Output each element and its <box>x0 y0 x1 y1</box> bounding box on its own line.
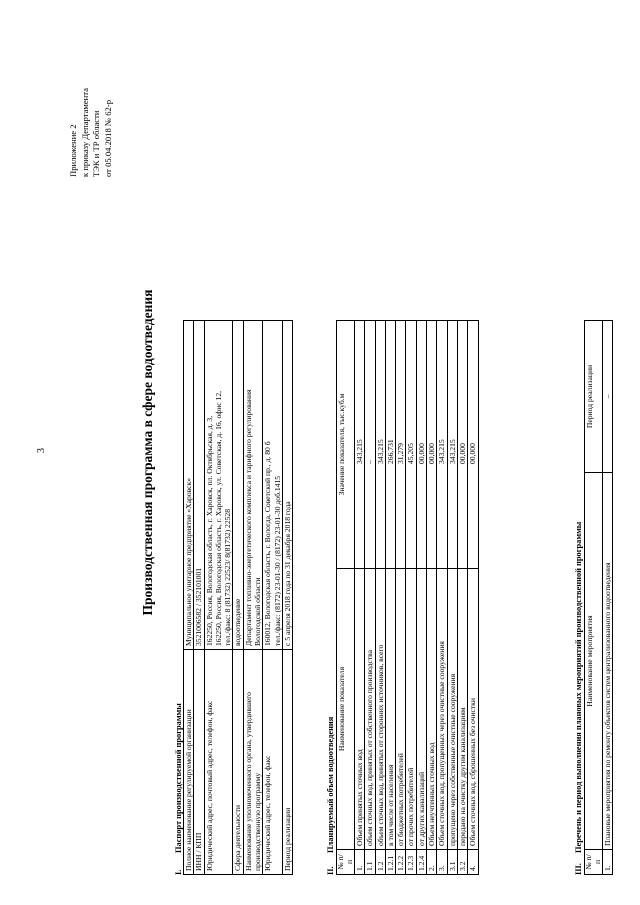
column-header: Период реализации <box>585 321 603 473</box>
table-row: Полное наименование регулируемой организации Муниципальное унитарное предприятие «Харовск» <box>184 321 194 875</box>
appendix-line: Приложение 2 <box>68 124 78 177</box>
table-row: 1.2 объем сточных вод, принятых от сторонних источников, всего 343,215 <box>375 321 385 875</box>
activities-table <box>584 320 613 875</box>
table-row: 2. Объем неучтенных сточных вод 00,000 <box>427 321 437 875</box>
table-row: 3.1 пропущено через собственные очистные сооружения 343,215 <box>447 321 457 875</box>
section-3-heading: III.Перечень и период выполнения плановых мероприятий производственной программы <box>574 521 583 875</box>
appendix-line: к приказу Департамента <box>79 88 90 177</box>
table-row: 3. Объем сточных вод, пропущенных через очистные сооружения 343,215 <box>437 321 447 875</box>
table-row: 1.2.4 от других канализаций 00,000 <box>416 321 426 875</box>
appendix-line: ТЭК и ТР области <box>91 110 101 177</box>
column-header: Значение показателя, тыс.куб.м <box>337 321 355 569</box>
table-row: 4. Объем сточных вод, сброшенных без очистки 00,000 <box>468 321 478 875</box>
table-header-row <box>585 321 603 875</box>
table-row: 1.2.2 от бюджетных потребителей 31,279 <box>396 321 406 875</box>
page-title: Производственная программа в сфере водоотведения <box>140 289 155 616</box>
table-header-row <box>337 321 355 875</box>
table-row: 1. Объем принятых сточных вод 343,215 <box>355 321 365 875</box>
column-header: № п/п <box>585 850 603 875</box>
table-row: ИНН / КПП 3521006582 / 352101001 <box>194 321 204 875</box>
column-header: Наименование показателя <box>337 569 355 850</box>
table-row: 3.2 передано на очистку другим канализациям 00,000 <box>457 321 467 875</box>
table-row: 1.1 объем сточных вод, принятых от собственного производства – <box>365 321 375 875</box>
column-header: Наименование мероприятия <box>585 473 603 850</box>
table-row: 1.2.1 в том числе от населения 266,731 <box>385 321 395 875</box>
table-row: 1. Плановые мероприятия по ремонту объектов систем централизованного водоотведения – <box>603 321 613 875</box>
water-volume-table <box>336 320 479 875</box>
section-2-heading: II.Планируемый объем водоотведения <box>326 716 335 875</box>
appendix-line: от 05.04.2018 № 62-р <box>102 99 113 177</box>
table-row: 1.2.3 от прочих потребителей 45,205 <box>406 321 416 875</box>
table-row: Сфера деятельности водоотведение <box>233 321 243 875</box>
table-row: Юридический адрес, телефон, факс 160012, Вологодская область, г. Вологда, Советский пр., д. 80 б тел./факс: (8172) 23-01-30 / (8172) 23-01-30 доб.1415 <box>263 321 283 875</box>
table-row: Юридический адрес, почтовый адрес, телефон, факс 162250, Россия, Вологодская область, г. Харовск, пл. Октябрьская, д. 3, 162250, Россия, Вологодская область, г. Харовск, ул. Советская, д. 16, офис 12, тел./факс: 8 (81732) 22523/ 8(81732) 22528 <box>204 321 233 875</box>
section-1-heading: I.Паспорт производственной программы <box>174 703 183 875</box>
passport-table <box>183 320 293 875</box>
column-header: № п/п <box>337 850 355 875</box>
table-row: Период реализации с 5 апреля 2018 года по 31 декабря 2018 года <box>282 321 292 875</box>
page-number: 3 <box>36 448 47 453</box>
table-row: Наименование уполномоченного органа, утвердившего производственную программу Департамент топливно-энергетического комплекса и тарифного регулирования Вологодской области <box>243 321 263 875</box>
appendix-note <box>68 88 114 177</box>
